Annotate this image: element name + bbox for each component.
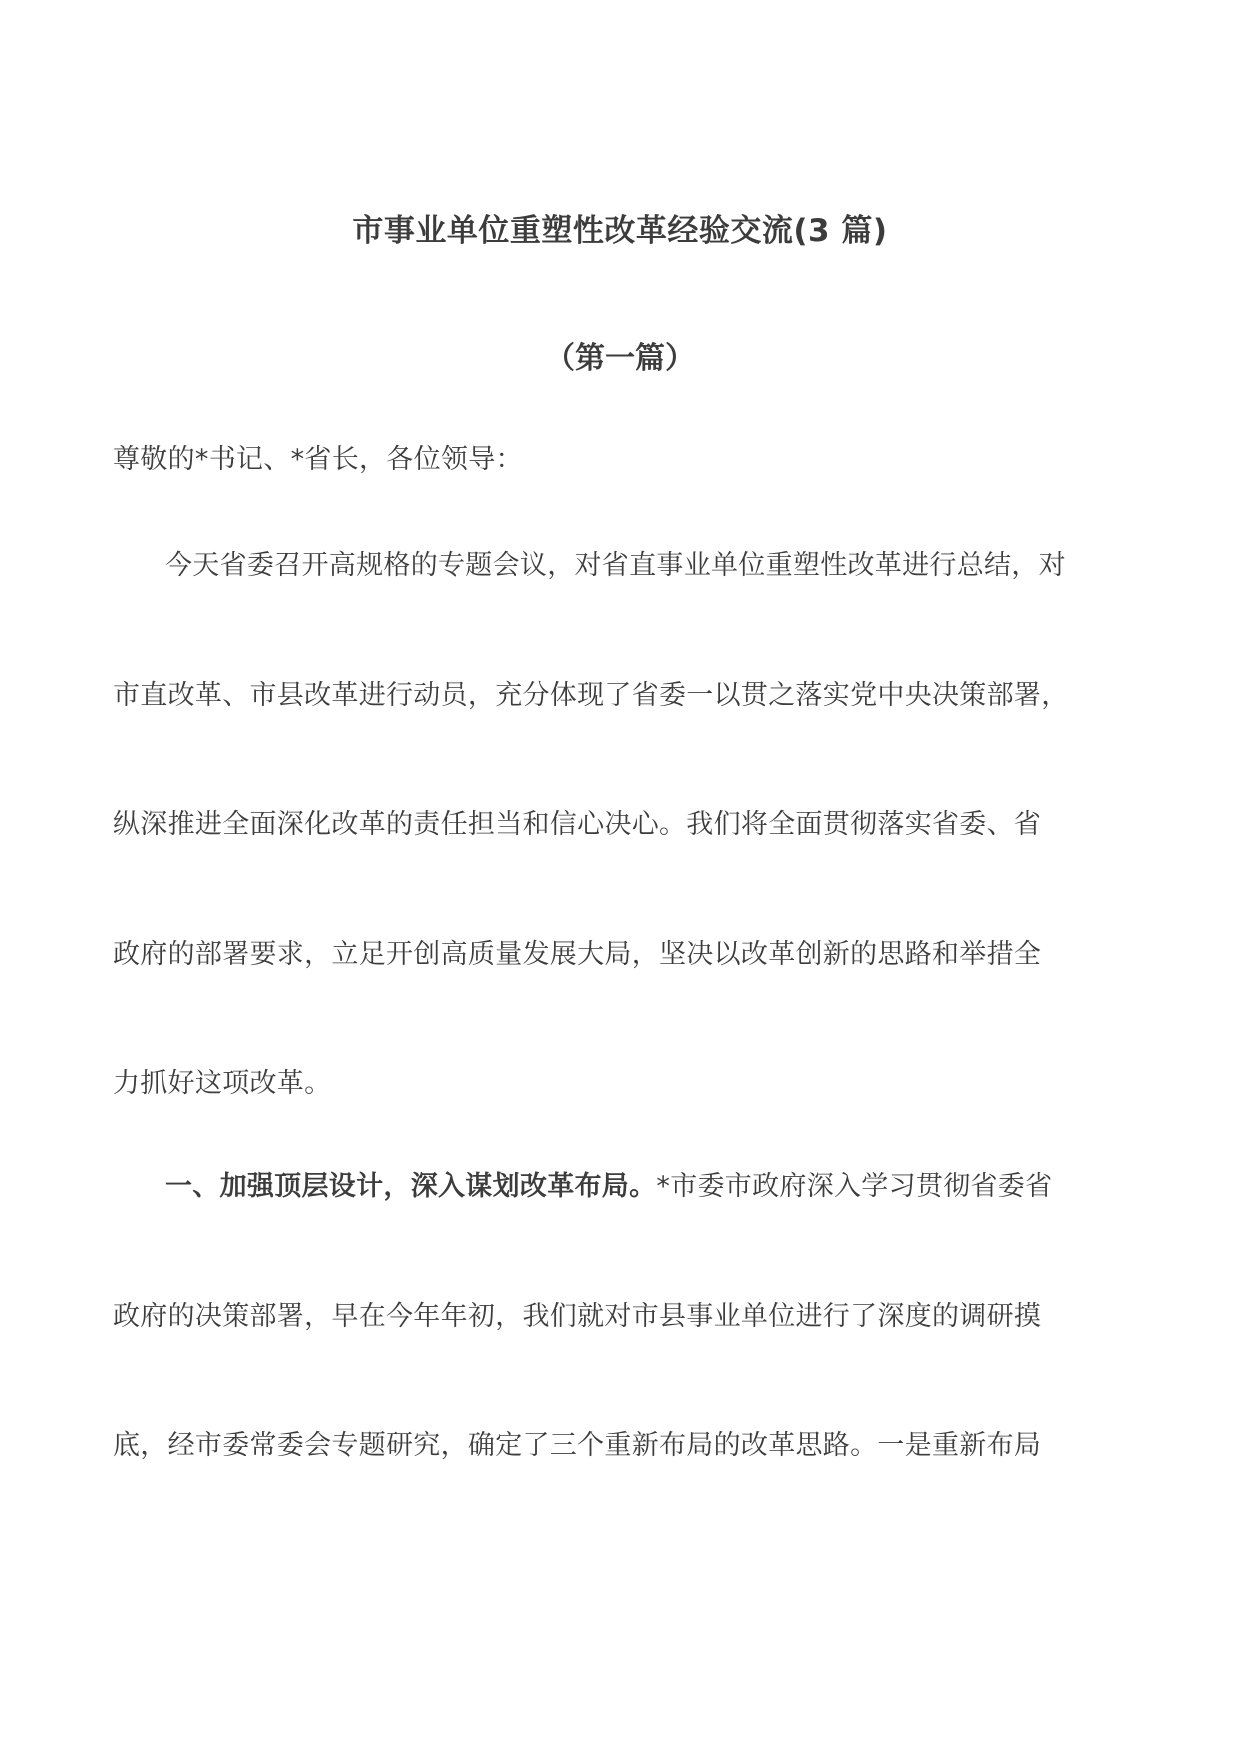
paragraph-line [165, 1167, 1052, 1207]
document-title: 市事业单位重塑性改革经验交流(3 篇) [352, 213, 888, 249]
paragraph-line: 纵深推进全面深化改革的责任担当和信心决心。我们将全面贯彻落实省委、省 [113, 809, 1042, 840]
paragraph-text: *市委市政府深入学习贯彻省委省 [656, 1171, 1053, 1202]
paragraph-line: 今天省委召开高规格的专题会议，对省直事业单位重塑性改革进行总结，对 [165, 550, 1066, 581]
paragraph-line: 力抓好这项改革。 [113, 1068, 332, 1099]
paragraph-line: 底，经市委常委会专题研究，确定了三个重新布局的改革思路。一是重新布局 [113, 1430, 1042, 1461]
paragraph-line: 市直改革、市县改革进行动员，充分体现了省委一以贯之落实党中央决策部署， [113, 680, 1069, 711]
paragraph-line: 政府的部署要求，立足开创高质量发展大局，坚决以改革创新的思路和举措全 [113, 939, 1042, 970]
salutation: 尊敬的*书记、*省长，各位领导： [113, 444, 523, 475]
paragraph-line: 政府的决策部署，早在今年年初，我们就对市县事业单位进行了深度的调研摸 [113, 1301, 1042, 1332]
section-heading: 一、加强顶层设计，深入谋划改革布局。 [165, 1171, 657, 1202]
section-subtitle: （第一篇） [545, 341, 695, 376]
